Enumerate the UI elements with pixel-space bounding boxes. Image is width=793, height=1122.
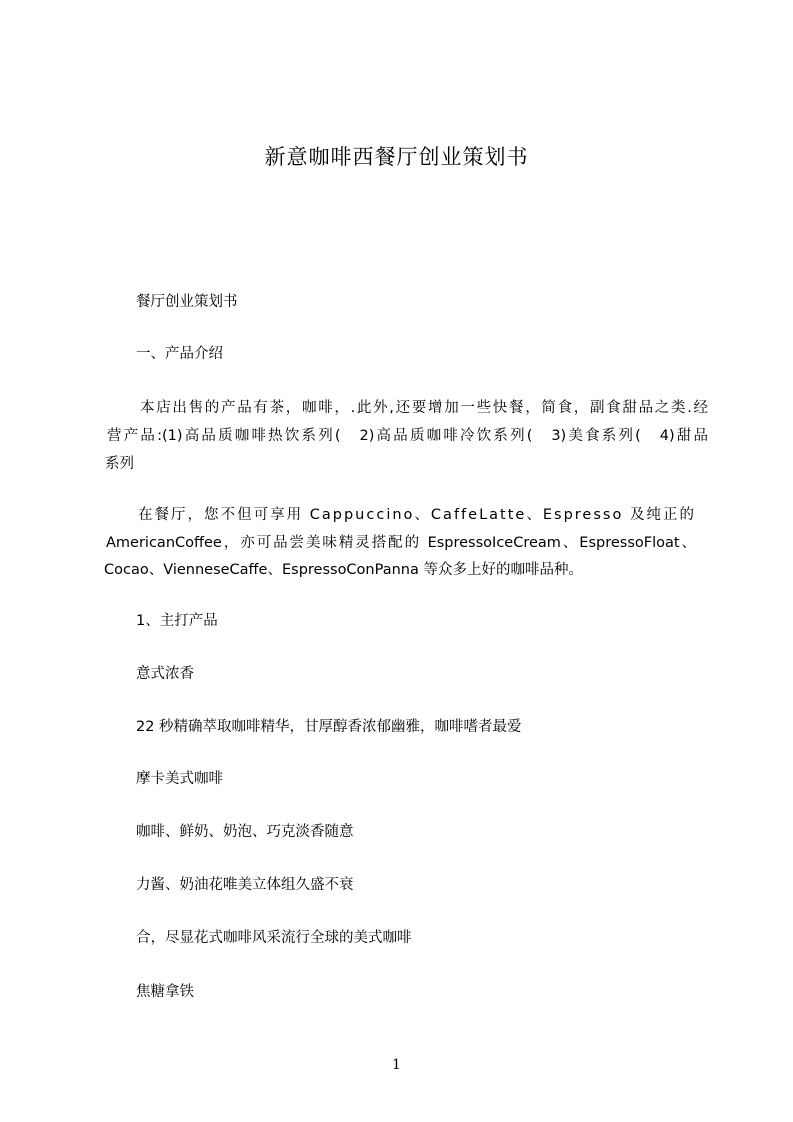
page-number: 1 [392,1057,401,1073]
intro-paragraph-line-3: 系列 [105,456,134,472]
subsection-heading-main-products: 1、主打产品 [136,613,218,629]
document-title: 新意咖啡西餐厅创业策划书 [264,145,529,169]
intro-paragraph-line-2: 营产品:(1)高品质咖啡热饮系列( 2)高品质咖啡冷饮系列( 3)美食系列( 4)甜品 [107,428,708,444]
product-desc-mocha-line-2: 力酱、奶油花唯美立体组久盛不衰 [136,877,354,893]
coffee-paragraph-line-1: 在餐厅，您不但可享用 Cappuccino、CaffeLatte、Espresso 及纯正的 [138,507,696,523]
product-desc-mocha-line-1: 咖啡、鲜奶、奶泡、巧克淡香随意 [136,824,354,840]
plan-heading: 餐厅创业策划书 [136,294,238,310]
product-name-caramel-latte: 焦糖拿铁 [136,984,194,1000]
product-desc-mocha-line-3: 合，尽显花式咖啡风采流行全球的美式咖啡 [136,930,412,946]
product-name-mocha: 摩卡美式咖啡 [136,771,223,787]
intro-paragraph-line-1: 本店出售的产品有茶，咖啡，.此外,还要增加一些快餐，简食，副食甜品之类.经 [140,400,708,416]
coffee-paragraph-line-3: Cocao、VienneseCaffe、EspressoConPanna 等众多上好的咖啡品种。 [104,562,583,578]
coffee-paragraph-line-2: AmericanCoffee，亦可品尝美味精灵搭配的 EspressoIceCream、EspressoFloat、 [106,535,696,551]
product-desc-espresso: 22 秒精确萃取咖啡精华，甘厚醇香浓郁幽雅，咖啡嗜者最爱 [136,719,522,735]
product-name-espresso: 意式浓香 [136,666,194,682]
section-heading-product-intro: 一、产品介绍 [136,346,223,362]
